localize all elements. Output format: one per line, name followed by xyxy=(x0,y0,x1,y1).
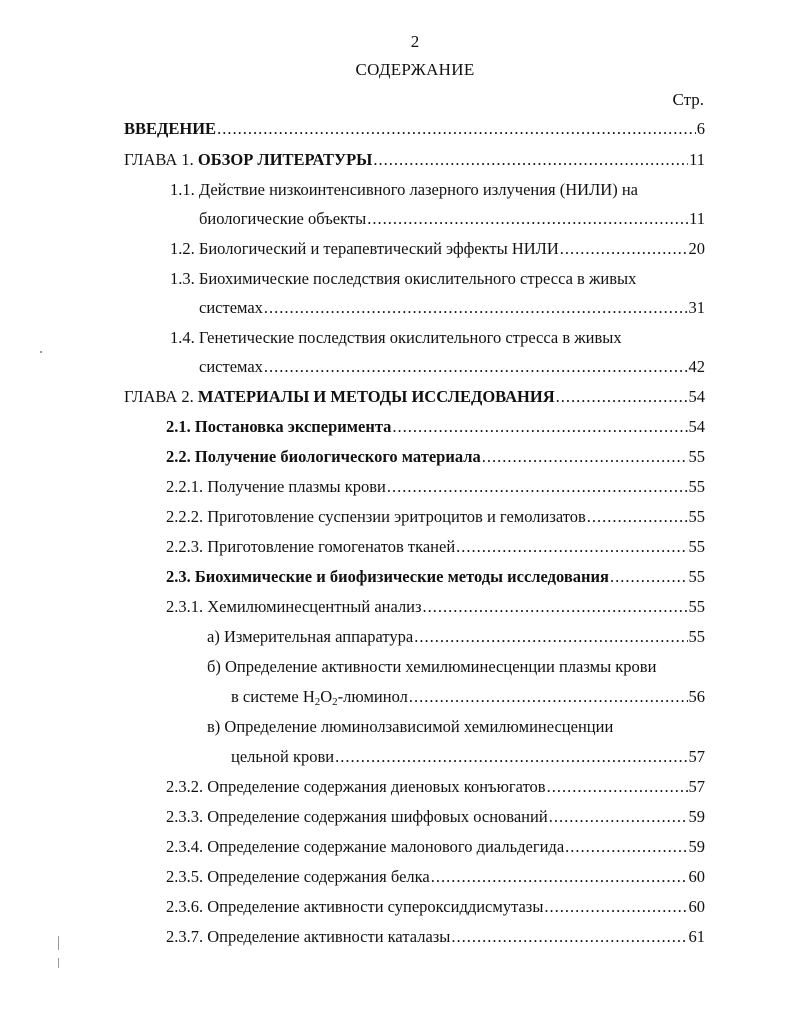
toc-entry-title: системах xyxy=(199,298,263,317)
toc-entry-page: 55 xyxy=(688,567,705,586)
toc-entry-page: 60 xyxy=(688,897,705,916)
toc-entry-page: 57 xyxy=(688,747,705,766)
toc-entry-2-3-1-c xyxy=(231,747,705,767)
toc-entry-2-3-1-a xyxy=(207,627,705,647)
toc-entry-2-3-5 xyxy=(166,867,705,887)
toc-entry-title: 2.3.3. Определение содержания шиффовых оснований xyxy=(166,807,548,826)
scan-speck xyxy=(40,351,42,353)
page-number: 2 xyxy=(410,32,420,51)
toc-entry-title: 2.1. Постановка эксперимента xyxy=(166,417,392,436)
dot-leader xyxy=(409,687,688,707)
toc-entry-2-3-1-b-line1: б) Определение активности хемилюминесценции плазмы крови xyxy=(207,657,657,676)
toc-entry-title: 2.3.5. Определение содержания белка xyxy=(166,867,430,886)
dot-leader xyxy=(335,747,687,767)
toc-entry-1-4-line1: 1.4. Генетические последствия окислительного стресса в живых xyxy=(170,328,622,347)
dot-leader xyxy=(431,867,688,887)
chapter-label: ГЛАВА 1. xyxy=(124,150,198,169)
toc-entry-page: 55 xyxy=(688,627,705,646)
dot-leader xyxy=(392,417,687,437)
toc-entry-title: 2.3.2. Определение содержания диеновых конъюгатов xyxy=(166,777,546,796)
text-part: в системе H xyxy=(231,687,315,706)
toc-entry-title: 2.2.2. Приготовление суспензии эритроцитов и гемолизатов xyxy=(166,507,586,526)
chapter-label: ГЛАВА 2. xyxy=(124,387,198,406)
toc-entry-title: 2.2. Получение биологического материала xyxy=(166,447,481,466)
toc-entry-2-3-2 xyxy=(166,777,705,797)
dot-leader xyxy=(387,477,688,497)
toc-entry-page: 55 xyxy=(688,507,705,526)
toc-entry-page: 61 xyxy=(688,927,705,946)
toc-entry-2-3-3 xyxy=(166,807,705,827)
toc-entry-title: 2.3. Биохимические и биофизические методы исследования xyxy=(166,567,609,586)
dot-leader xyxy=(414,627,687,647)
dot-leader xyxy=(373,150,688,170)
toc-entry-2-3-1 xyxy=(166,597,705,617)
toc-entry-chapter-2 xyxy=(124,387,705,407)
toc-entry-title: 2.2.3. Приготовление гомогенатов тканей xyxy=(166,537,456,556)
toc-entry-page: 60 xyxy=(688,867,705,886)
subscript: 2 xyxy=(332,696,338,708)
toc-entry-page: 54 xyxy=(688,387,705,406)
toc-entry-page: 59 xyxy=(688,807,705,826)
dot-leader xyxy=(367,209,688,229)
toc-entry-page: 42 xyxy=(688,357,705,376)
toc-entry-1-4 xyxy=(199,357,705,377)
dot-leader xyxy=(456,537,687,557)
scan-speck xyxy=(58,958,59,968)
toc-entry-2-2-1 xyxy=(166,477,705,497)
dot-leader xyxy=(549,807,688,827)
dot-leader xyxy=(423,597,688,617)
toc-entry-title: 2.2.1. Получение плазмы крови xyxy=(166,477,386,496)
dot-leader xyxy=(217,119,696,139)
chapter-title: ОБЗОР ЛИТЕРАТУРЫ xyxy=(197,150,373,169)
toc-entry-page: 59 xyxy=(688,837,705,856)
text-part: O xyxy=(320,687,333,706)
toc-entry-1-3-line1: 1.3. Биохимические последствия окислительного стресса в живых xyxy=(170,269,637,288)
toc-entry-page: 6 xyxy=(696,119,705,138)
toc-entry-2-3-4 xyxy=(166,837,705,857)
toc-entry-2-3-1-c-line1: в) Определение люминолзависимой хемилюминесценции xyxy=(207,717,614,736)
toc-entry-1-3 xyxy=(199,298,705,318)
page-column-header: Стр. xyxy=(672,90,704,109)
subscript: 2 xyxy=(314,696,321,708)
toc-entry-page: 11 xyxy=(689,209,705,228)
toc-entry-2-3 xyxy=(166,567,705,587)
toc-entry-page: 55 xyxy=(688,447,705,466)
toc-entry-page: 56 xyxy=(688,687,705,706)
page-title: СОДЕРЖАНИЕ xyxy=(355,60,475,79)
toc-entry-chapter-1 xyxy=(124,150,705,170)
toc-entry-1-1 xyxy=(199,209,705,229)
toc-entry-title: биологические объекты xyxy=(199,209,367,228)
toc-entry-page: 20 xyxy=(688,239,705,258)
text-part: -люминол xyxy=(337,687,408,706)
toc-entry-page: 54 xyxy=(688,417,705,436)
toc-entry-title xyxy=(124,387,555,407)
toc-entry-1-1-line1: 1.1. Действие низкоинтенсивного лазерного излучения (НИЛИ) на xyxy=(170,180,638,199)
toc-entry-title: 2.3.4. Определение содержание малонового диальдегида xyxy=(166,837,565,856)
toc-entry-title xyxy=(231,687,408,707)
toc-entry-2-2-2 xyxy=(166,507,705,527)
toc-entry-page: 31 xyxy=(688,298,705,317)
chapter-title: МАТЕРИАЛЫ И МЕТОДЫ ИССЛЕДОВАНИЯ xyxy=(197,387,555,406)
toc-entry-page: 55 xyxy=(688,537,705,556)
toc-entry-introduction xyxy=(124,119,705,139)
dot-leader xyxy=(264,298,688,318)
toc-entry-title: 2.3.6. Определение активности супероксиддисмутазы xyxy=(166,897,544,916)
dot-leader xyxy=(565,837,687,857)
toc-entry-title: 1.2. Биологический и терапевтический эффекты НИЛИ xyxy=(170,239,559,258)
dot-leader xyxy=(482,447,688,467)
toc-entry-title xyxy=(124,150,372,170)
dot-leader xyxy=(544,897,687,917)
toc-entry-page: 55 xyxy=(688,477,705,496)
dot-leader xyxy=(264,357,688,377)
toc-entry-title: а) Измерительная аппаратура xyxy=(207,627,414,646)
toc-entry-2-3-6 xyxy=(166,897,705,917)
toc-entry-2-3-7 xyxy=(166,927,705,947)
scan-speck xyxy=(58,936,59,950)
dot-leader xyxy=(547,777,688,797)
toc-entry-title: 2.3.7. Определение активности каталазы xyxy=(166,927,451,946)
dot-leader xyxy=(610,567,688,587)
dot-leader xyxy=(556,387,688,407)
toc-entry-1-2 xyxy=(170,239,705,259)
toc-entry-2-2 xyxy=(166,447,705,467)
toc-entry-title: цельной крови xyxy=(231,747,335,766)
toc-entry-2-3-1-b xyxy=(231,687,705,707)
toc-entry-title: ВВЕДЕНИЕ xyxy=(124,119,217,138)
toc-entry-page: 11 xyxy=(689,150,705,169)
dot-leader xyxy=(587,507,688,527)
toc-entry-2-1 xyxy=(166,417,705,437)
toc-entry-page: 57 xyxy=(688,777,705,796)
toc-entry-title: системах xyxy=(199,357,263,376)
toc-entry-title: 2.3.1. Хемилюминесцентный анализ xyxy=(166,597,422,616)
dot-leader xyxy=(451,927,687,947)
dot-leader xyxy=(560,239,688,259)
toc-entry-page: 55 xyxy=(688,597,705,616)
toc-entry-2-2-3 xyxy=(166,537,705,557)
